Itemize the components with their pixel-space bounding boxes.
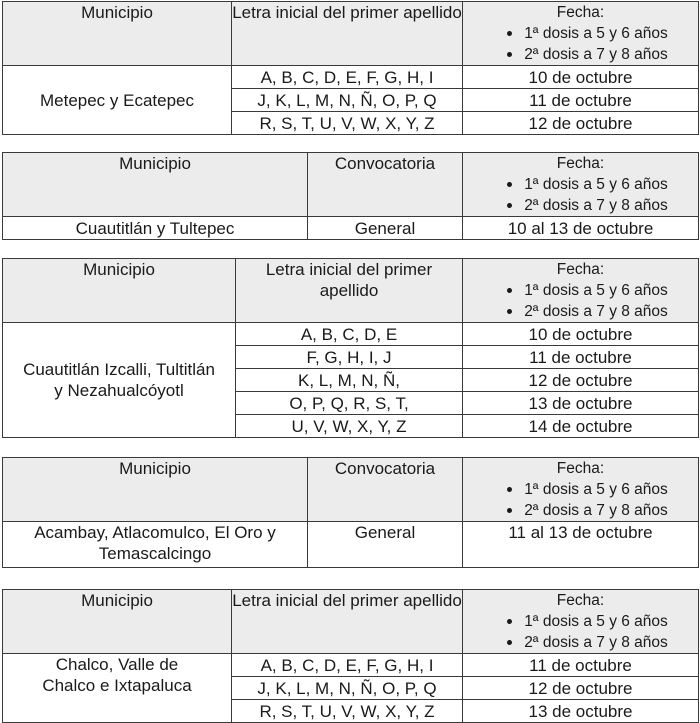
dosis-2-item: 2ª dosis a 7 y 8 años: [463, 195, 698, 216]
bullet-icon: [507, 487, 512, 492]
dosis-1-item: 1ª dosis a 5 y 6 años: [463, 611, 698, 632]
bullet-icon: [507, 288, 512, 293]
letras-cell: O, P, Q, R, S, T,: [236, 392, 463, 415]
header-fecha: [463, 458, 699, 522]
fecha-cell: 12 de octubre: [463, 369, 699, 392]
fecha-cell: 14 de octubre: [463, 415, 699, 438]
bullet-icon: [507, 640, 512, 645]
letras-cell: R, S, T, U, V, W, X, Y, Z: [232, 700, 463, 723]
dosis-2-item: 2ª dosis a 7 y 8 años: [463, 301, 698, 322]
header-convocatoria: Convocatoria: [308, 153, 463, 217]
fecha-cell: 12 de octubre: [463, 112, 699, 135]
table-row: [3, 323, 699, 346]
fecha-cell: 11 de octubre: [463, 89, 699, 112]
municipio-cell: Cuautitlán y Tultepec: [3, 217, 308, 240]
dosis-1-item: 1ª dosis a 5 y 6 años: [463, 479, 698, 500]
municipio-cell: Chalco, Valle de Chalco e Ixtapaluca: [3, 654, 232, 723]
letras-cell: A, B, C, D, E: [236, 323, 463, 346]
header-convocatoria: Convocatoria: [308, 458, 463, 522]
header-letra-inicial: Letra inicial del primer apellido: [236, 259, 463, 323]
fecha-cell: 13 de octubre: [463, 700, 699, 723]
bullet-icon: [507, 619, 512, 624]
header-fecha: [463, 2, 699, 66]
bullet-icon: [507, 309, 512, 314]
municipio-cell: Acambay, Atlacomulco, El Oro y Temascalcingo: [3, 522, 308, 568]
fecha-cell: 13 de octubre: [463, 392, 699, 415]
convocatoria-cell: General: [308, 522, 463, 568]
header-letra-inicial: Letra inicial del primer apellido: [232, 2, 463, 66]
schedule-table-cuautitlan: [2, 152, 699, 240]
fecha-label: Fecha:: [556, 4, 605, 21]
letras-cell: U, V, W, X, Y, Z: [236, 415, 463, 438]
bullet-icon: [507, 182, 512, 187]
dosis-1-item: 1ª dosis a 5 y 6 años: [463, 174, 698, 195]
fecha-cell: 10 de octubre: [463, 66, 699, 89]
header-municipio: Municipio: [3, 2, 232, 66]
header-municipio: Municipio: [3, 458, 308, 522]
bullet-icon: [507, 203, 512, 208]
dosis-1-item: 1ª dosis a 5 y 6 años: [463, 23, 698, 44]
letras-cell: F, G, H, I, J: [236, 346, 463, 369]
schedule-table-izcalli: [2, 258, 699, 438]
fecha-cell: 10 de octubre: [463, 323, 699, 346]
municipio-cell: Metepec y Ecatepec: [3, 66, 232, 135]
fecha-label: Fecha:: [556, 155, 605, 172]
header-municipio: Municipio: [3, 153, 308, 217]
fecha-cell: 11 al 13 de octubre: [463, 522, 699, 568]
fecha-cell: 10 al 13 de octubre: [463, 217, 699, 240]
table-row: [3, 654, 699, 677]
fecha-cell: 11 de octubre: [463, 654, 699, 677]
letras-cell: A, B, C, D, E, F, G, H, I: [232, 66, 463, 89]
table-row: [3, 217, 699, 240]
letras-cell: K, L, M, N, Ñ,: [236, 369, 463, 392]
fecha-label: Fecha:: [556, 592, 605, 609]
header-municipio: Municipio: [3, 259, 236, 323]
header-fecha: [463, 153, 699, 217]
table-row: [3, 66, 699, 89]
header-fecha: [463, 590, 699, 654]
header-letra-inicial: Letra inicial del primer apellido: [232, 590, 463, 654]
dosis-2-item: 2ª dosis a 7 y 8 años: [463, 44, 698, 65]
letras-cell: A, B, C, D, E, F, G, H, I: [232, 654, 463, 677]
bullet-icon: [507, 508, 512, 513]
schedule-table-acambay: [2, 457, 699, 568]
bullet-icon: [507, 52, 512, 57]
fecha-label: Fecha:: [556, 261, 605, 278]
schedule-table-metepec: [2, 1, 699, 135]
table-row: [3, 522, 699, 568]
header-municipio: Municipio: [3, 590, 232, 654]
letras-cell: J, K, L, M, N, Ñ, O, P, Q: [232, 677, 463, 700]
bullet-icon: [507, 31, 512, 36]
dosis-1-item: 1ª dosis a 5 y 6 años: [463, 280, 698, 301]
fecha-label: Fecha:: [556, 460, 605, 477]
schedule-table-chalco: [2, 589, 699, 723]
dosis-2-item: 2ª dosis a 7 y 8 años: [463, 500, 698, 521]
dosis-2-item: 2ª dosis a 7 y 8 años: [463, 632, 698, 653]
header-fecha: [463, 259, 699, 323]
fecha-cell: 11 de octubre: [463, 346, 699, 369]
municipio-cell: Cuautitlán Izcalli, Tultitlán y Nezahualcóyotl: [3, 323, 236, 438]
fecha-cell: 12 de octubre: [463, 677, 699, 700]
letras-cell: J, K, L, M, N, Ñ, O, P, Q: [232, 89, 463, 112]
letras-cell: R, S, T, U, V, W, X, Y, Z: [232, 112, 463, 135]
convocatoria-cell: General: [308, 217, 463, 240]
